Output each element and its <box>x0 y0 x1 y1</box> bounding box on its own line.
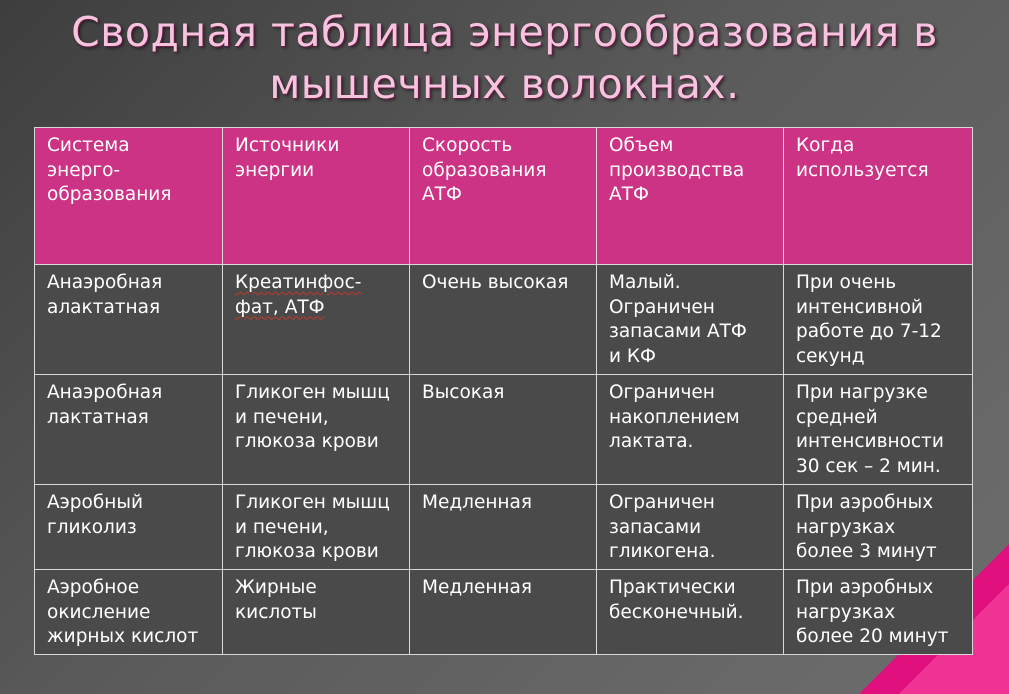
header-cell-when: Когда используется <box>784 128 973 265</box>
cell-system <box>35 265 223 375</box>
cell-volume: Практически бесконечный. <box>597 570 784 655</box>
table-row <box>35 265 973 375</box>
table-row <box>35 570 973 655</box>
cell-sources: Гликоген мышц и печени, глюкоза крови <box>223 485 410 570</box>
cell-system: Аэробный гликолиз <box>35 485 223 570</box>
cell-speed: Очень высокая <box>410 265 597 375</box>
cell-system <box>35 375 223 485</box>
summary-table-container <box>34 127 972 655</box>
cell-volume: Малый. Ограничен запасами АТФ и КФ <box>597 265 784 375</box>
cell-when: При очень интенсивной работе до 7-12 секунд <box>784 265 973 375</box>
table-row <box>35 375 973 485</box>
cell-when: При аэробных нагрузках более 3 минут <box>784 485 973 570</box>
energy-summary-table <box>34 127 973 655</box>
slide-title: Сводная таблица энергообразования в мышечных волокнах. <box>71 8 938 108</box>
header-cell-speed: Скорость образования АТФ <box>410 128 597 265</box>
header-cell-sources: Источники энергии <box>223 128 410 265</box>
cell-speed: Медленная <box>410 570 597 655</box>
cell-when: При нагрузке средней интенсивности 30 сек – 2 мин. <box>784 375 973 485</box>
cell-sources-text: Креатинфос- фат, АТФ <box>235 272 362 318</box>
cell-volume: Ограничен запасами гликогена. <box>597 485 784 570</box>
cell-speed: Медленная <box>410 485 597 570</box>
header-cell-system <box>35 128 223 265</box>
cell-system-text: Анаэробная лактатная <box>47 382 163 428</box>
cell-sources: Жирные кислоты <box>223 570 410 655</box>
cell-speed: Высокая <box>410 375 597 485</box>
cell-sources <box>223 265 410 375</box>
cell-system: Аэробное окисление жирных кислот <box>35 570 223 655</box>
header-system-text: Система энерго- образования <box>47 135 172 205</box>
table-header-row <box>35 128 973 265</box>
cell-system-text: Анаэробная алактатная <box>47 272 163 318</box>
cell-when: При аэробных нагрузках более 20 минут <box>784 570 973 655</box>
cell-volume: Ограничен накоплением лактата. <box>597 375 784 485</box>
cell-sources: Гликоген мышц и печени, глюкоза крови <box>223 375 410 485</box>
header-cell-volume: Объем производства АТФ <box>597 128 784 265</box>
table-row <box>35 485 973 570</box>
